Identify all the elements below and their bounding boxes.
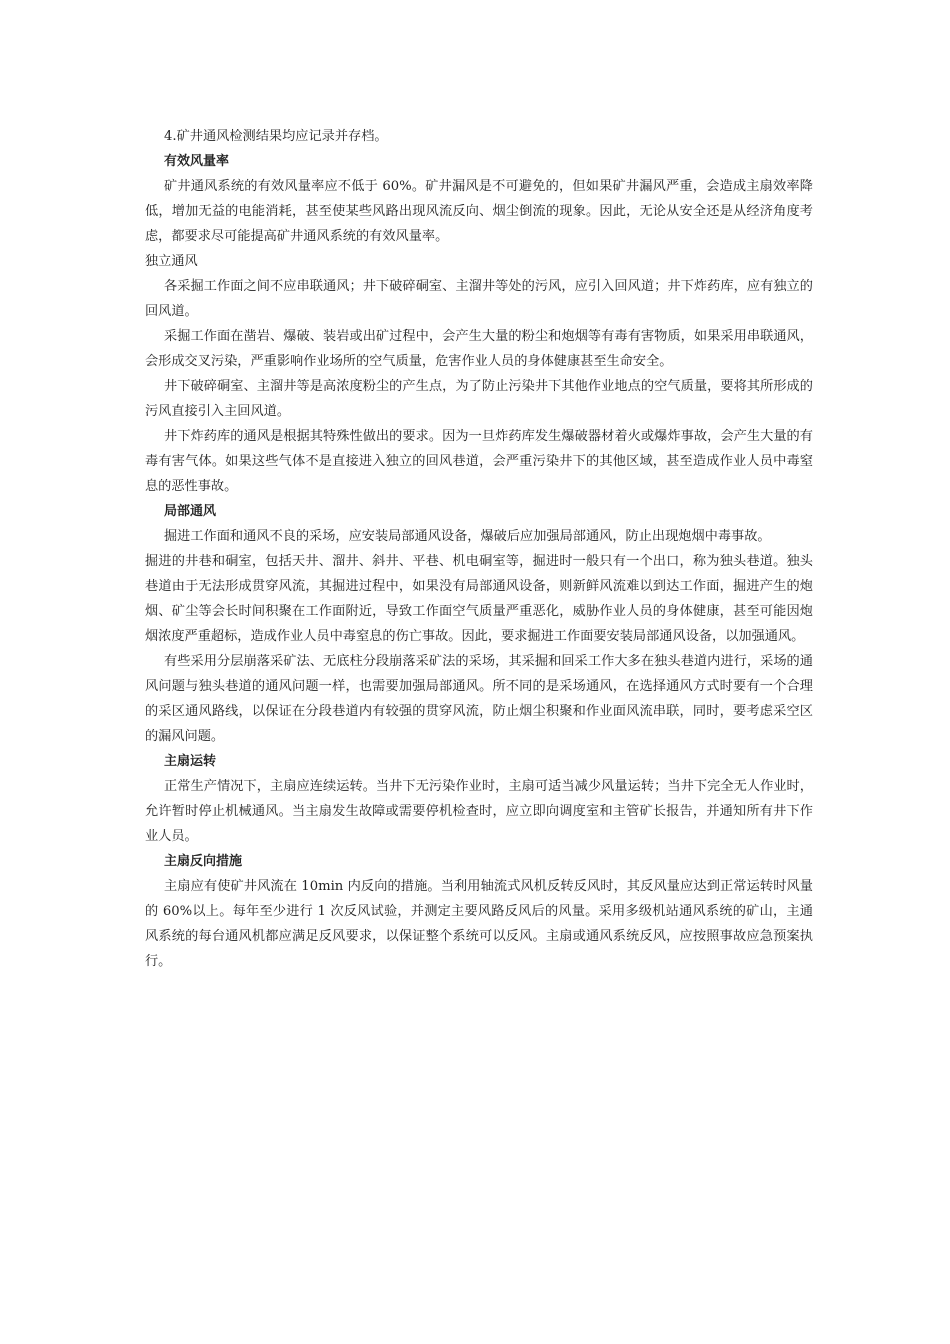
heading-main-fan-operation: 主扇运转 — [164, 754, 217, 769]
paragraph-effective-air-rate: 矿井通风系统的有效风量率应不低于 60%。矿井漏风是不可避免的，但如果矿井漏风严重，会造成主扇效率降低，增加无益的电能消耗，甚至使某些风路出现风流反向、烟尘倒流的现象。因此，无论从安全还是从经济角度考虑，都要求尽可能提高矿井通风系统的有效风量率。 — [145, 179, 813, 244]
paragraph-independent-1: 各采掘工作面之间不应串联通风；井下破碎硐室、主溜井等处的污风，应引入回风道；井下炸药库，应有独立的回风道。 — [145, 279, 813, 319]
paragraph-local-2: 掘进的井巷和硐室，包括天井、溜井、斜井、平巷、机电硐室等，掘进时一般只有一个出口，称为独头巷道。独头巷道由于无法形成贯穿风流，其掘进过程中，如果没有局部通风设备，则新鲜风流难以到达工作面，掘进产生的炮烟、矿尘等会长时间积聚在工作面附近，导致工作面空气质量严重恶化，威胁作业人员的身体健康，甚至可能因炮烟浓度严重超标，造成作业人员中毒窒息的伤亡事故。因此，要求掘进工作面要安装局部通风设备，以加强通风。 — [145, 554, 813, 644]
paragraph-independent-3: 井下破碎硐室、主溜井等是高浓度粉尘的产生点，为了防止污染井下其他作业地点的空气质量，要将其所形成的污风直接引入主回风道。 — [145, 379, 813, 419]
paragraph-record-archive: 4.矿井通风检测结果均应记录并存档。 — [164, 129, 388, 144]
heading-independent-ventilation: 独立通风 — [145, 254, 198, 269]
heading-effective-air-rate: 有效风量率 — [164, 154, 230, 169]
paragraph-independent-2: 采掘工作面在凿岩、爆破、装岩或出矿过程中，会产生大量的粉尘和炮烟等有毒有害物质，如果采用串联通风，会形成交叉污染，严重影响作业场所的空气质量，危害作业人员的身体健康甚至生命安全。 — [145, 329, 813, 369]
paragraph-local-1: 掘进工作面和通风不良的采场，应安装局部通风设备，爆破后应加强局部通风，防止出现炮烟中毒事故。 — [164, 529, 771, 544]
paragraph-main-fan-operation: 正常生产情况下，主扇应连续运转。当井下无污染作业时，主扇可适当减少风量运转；当井下完全无人作业时，允许暂时停止机械通风。当主扇发生故障或需要停机检查时，应立即向调度室和主管矿长报告，并通知所有井下作业人员。 — [145, 779, 813, 844]
heading-local-ventilation: 局部通风 — [164, 504, 217, 519]
paragraph-independent-4: 井下炸药库的通风是根据其特殊性做出的要求。因为一旦炸药库发生爆破器材着火或爆炸事故，会产生大量的有毒有害气体。如果这些气体不是直接进入独立的回风巷道，会严重污染井下的其他区域，甚至造成作业人员中毒窒息的恶性事故。 — [145, 429, 813, 494]
document-body — [145, 124, 813, 974]
heading-main-fan-reverse: 主扇反向措施 — [164, 854, 243, 869]
paragraph-main-fan-reverse: 主扇应有使矿井风流在 10min 内反向的措施。当利用轴流式风机反转反风时，其反风量应达到正常运转时风量的 60%以上。每年至少进行 1 次反风试验，并测定主要风路反风后的风量。采用多级机站通风系统的矿山，主通风系统的每台通风机都应满足反风要求，以保证整个系统可以反风。主扇或通风系统反风，应按照事故应急预案执行。 — [145, 879, 813, 969]
paragraph-local-3: 有些采用分层崩落采矿法、无底柱分段崩落采矿法的采场，其采掘和回采工作大多在独头巷道内进行，采场的通风问题与独头巷道的通风问题一样，也需要加强局部通风。所不同的是采场通风，在选择通风方式时要有一个合理的采区通风路线，以保证在分段巷道内有较强的贯穿风流，防止烟尘积聚和作业面风流串联，同时，要考虑采空区的漏风问题。 — [145, 654, 813, 744]
